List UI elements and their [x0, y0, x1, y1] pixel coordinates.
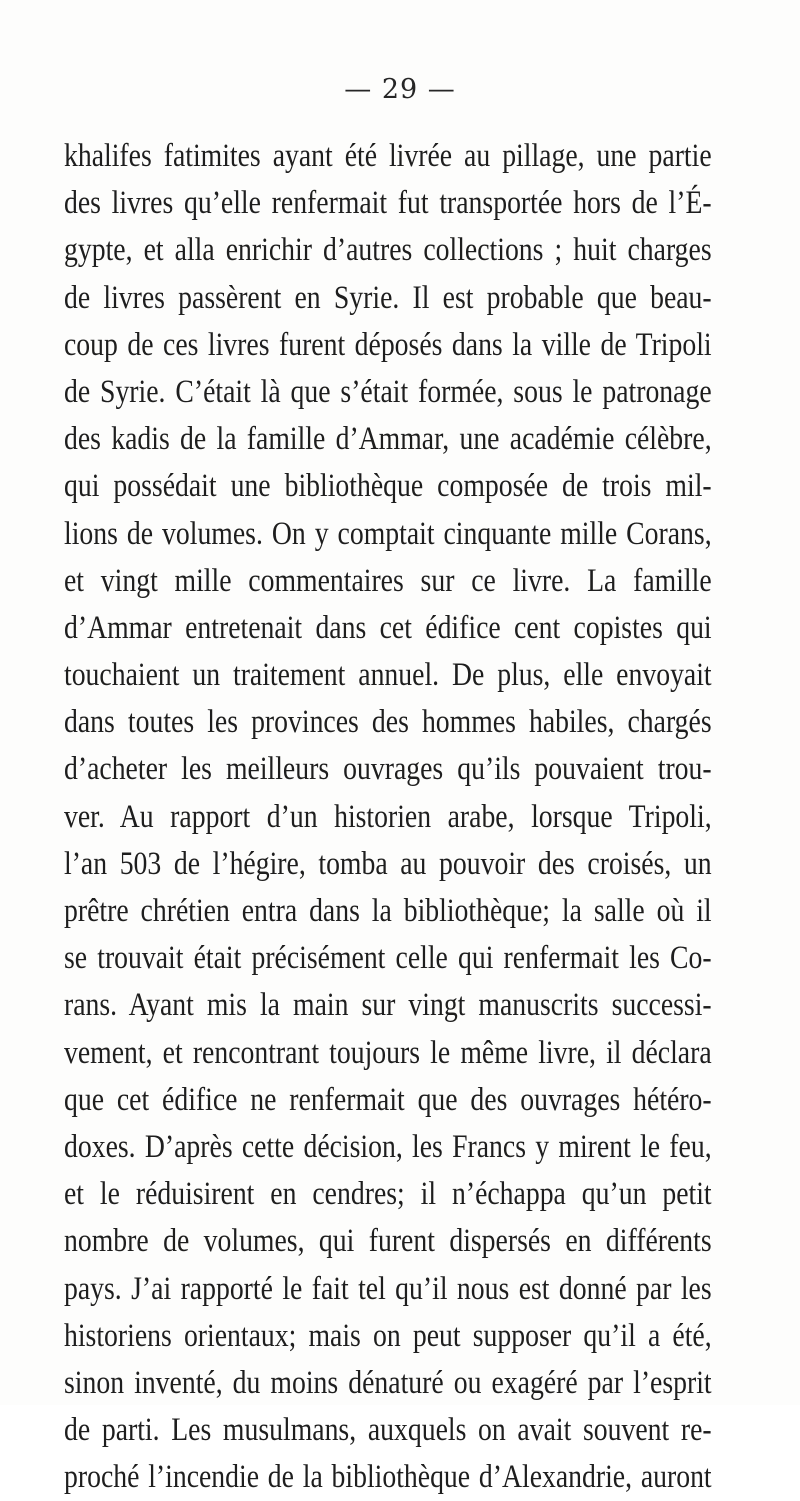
- text-line: d’acheter les meilleurs ouvrages qu’ils pouvaient trou-: [64, 751, 712, 788]
- text-line: ver. Au rapport d’un historien arabe, lorsque Tripoli,: [64, 798, 712, 835]
- text-line: vement, et rencontrant toujours le même livre, il déclara: [64, 1034, 712, 1071]
- text-line: gypte, et alla enrichir d’autres collections ; huit charges: [64, 232, 712, 269]
- text-line: historiens orientaux; mais on peut supposer qu’il a été,: [64, 1317, 712, 1354]
- text-line: lions de volumes. On y comptait cinquante mille Corans,: [64, 515, 712, 552]
- text-line: touchaient un traitement annuel. De plus, elle envoyait: [64, 657, 712, 694]
- page-number: — 29 —: [344, 74, 456, 105]
- text-line: se trouvait était précisément celle qui renfermait les Co-: [64, 940, 712, 977]
- text-line: pays. J’ai rapporté le fait tel qu’il nous est donné par les: [64, 1270, 712, 1307]
- text-line: des livres qu’elle renfermait fut transportée hors de l’É-: [64, 185, 712, 222]
- text-line: rans. Ayant mis la main sur vingt manuscrits successi-: [64, 987, 712, 1024]
- body-text: [64, 133, 712, 1501]
- text-line: qui possédait une bibliothèque composée de trois mil-: [64, 468, 712, 505]
- text-line: doxes. D’après cette décision, les Francs y mirent le feu,: [64, 1128, 712, 1165]
- text-line: proché l’incendie de la bibliothèque d’Alexandrie, auront: [64, 1459, 712, 1496]
- text-line: de Syrie. C’était là que s’était formée, sous le patronage: [64, 373, 712, 410]
- text-line: que cet édifice ne renfermait que des ouvrages hétéro-: [64, 1081, 712, 1118]
- text-line: coup de ces livres furent déposés dans la ville de Tripoli: [64, 326, 712, 363]
- text-line: de livres passèrent en Syrie. Il est probable que beau-: [64, 279, 712, 316]
- text-line: prêtre chrétien entra dans la bibliothèque; la salle où il: [64, 893, 712, 929]
- text-line: khalifes fatimites ayant été livrée au pillage, une partie: [64, 138, 712, 174]
- text-line: des kadis de la famille d’Ammar, une académie célèbre,: [64, 421, 712, 458]
- text-line: et le réduisirent en cendres; il n’échappa qu’un petit: [64, 1176, 712, 1213]
- text-line: l’an 503 de l’hégire, tomba au pouvoir des croisés, un: [64, 845, 712, 882]
- text-line: sinon inventé, du moins dénaturé ou exagéré par l’esprit: [64, 1364, 712, 1401]
- text-line: d’Ammar entretenait dans cet édifice cent copistes qui: [64, 609, 712, 646]
- text-line: et vingt mille commentaires sur ce livre. La famille: [64, 562, 712, 599]
- text-line: de parti. Les musulmans, auxquels on avait souvent re-: [64, 1412, 712, 1449]
- text-line: dans toutes les provinces des hommes habiles, chargés: [64, 704, 712, 741]
- text-line: nombre de volumes, qui furent dispersés en différents: [64, 1223, 712, 1260]
